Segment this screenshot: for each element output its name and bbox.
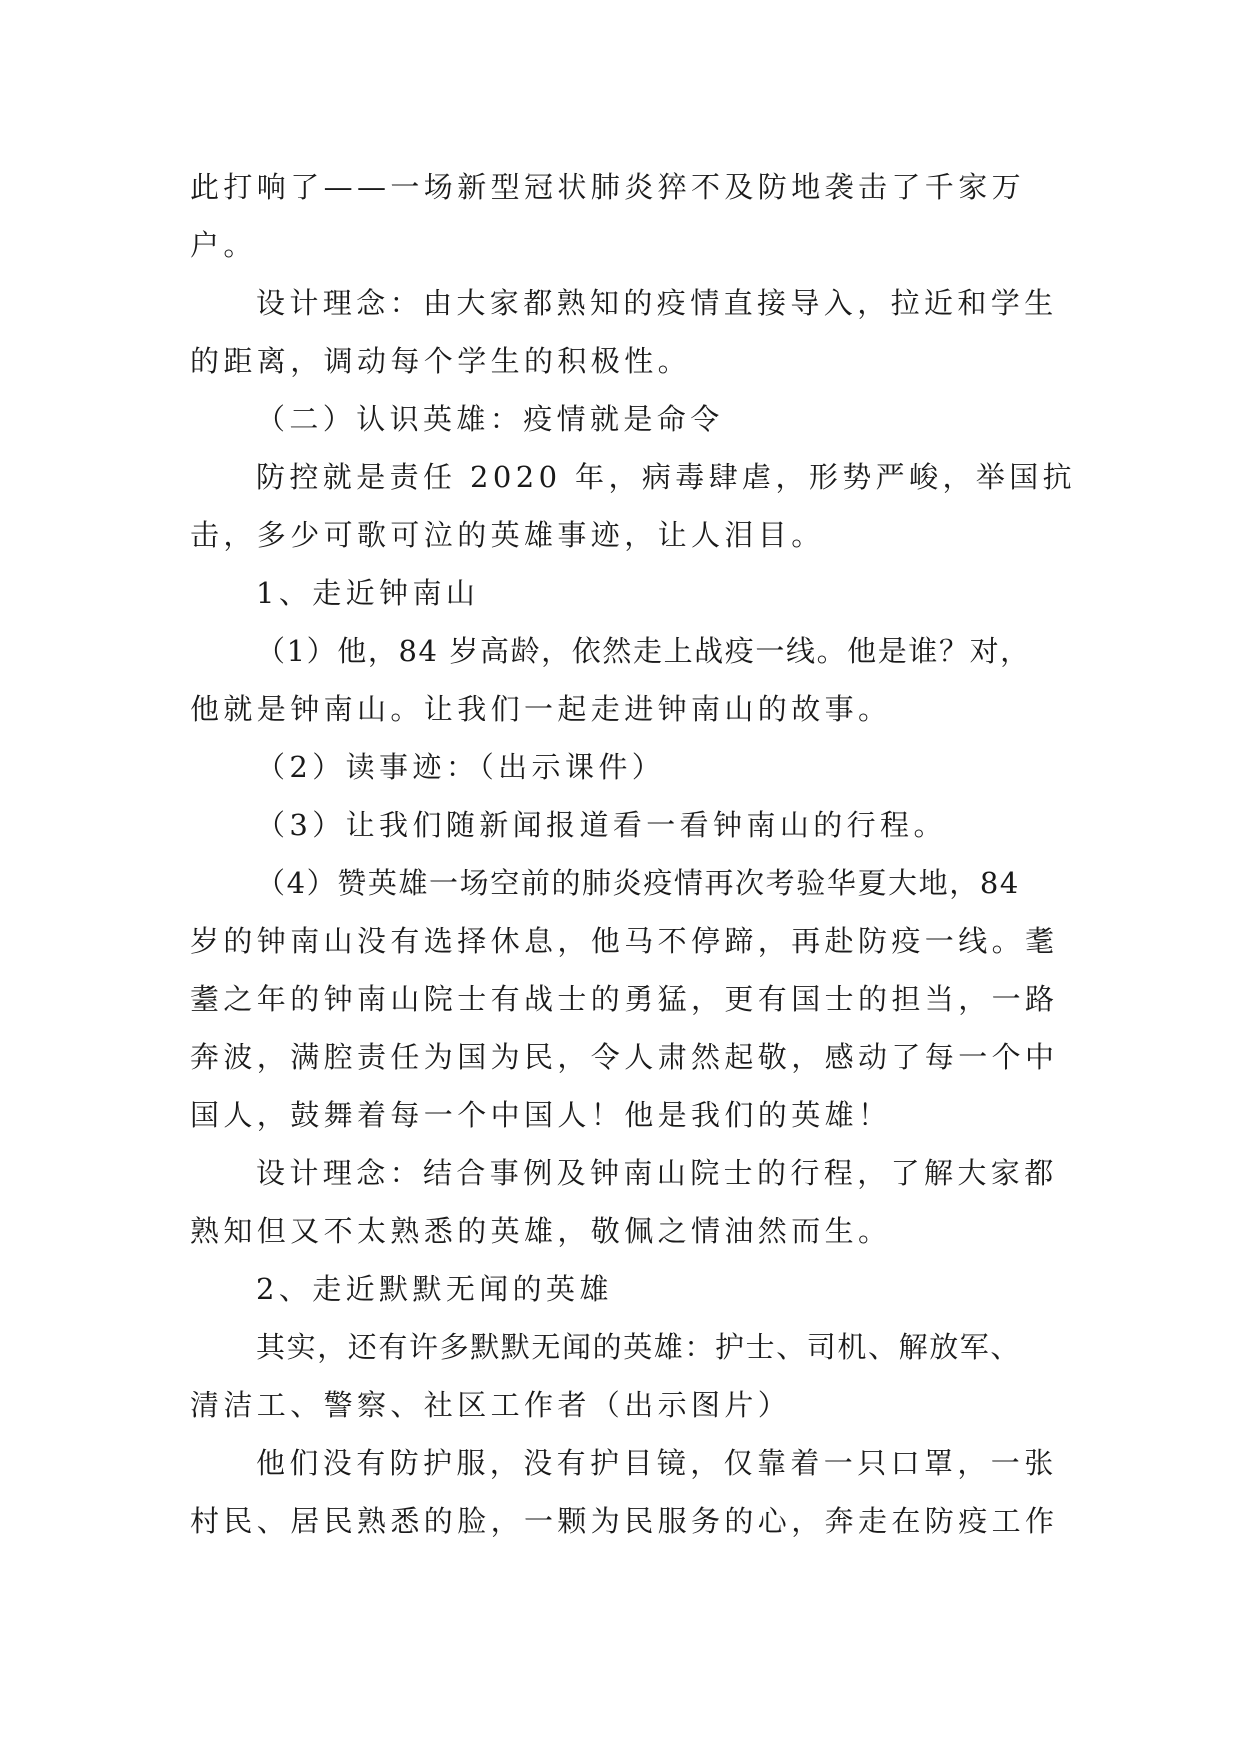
section-heading-2: （二）认识英雄：疫情就是命令 <box>256 402 724 436</box>
text-line: 他们没有防护服，没有护目镜，仅靠着一只口罩，一张 <box>256 1446 1058 1480</box>
text-line: 清洁工、警察、社区工作者（出示图片） <box>190 1388 792 1422</box>
text-line: 其实，还有许多默默无闻的英雄：护士、司机、解放军、 <box>256 1330 1022 1364</box>
text-line: 他就是钟南山。让我们一起走进钟南山的故事。 <box>190 692 892 726</box>
paragraph-design-concept-2: 设计理念：结合事例及钟南山院士的行程，了解大家都 <box>256 1156 1058 1190</box>
paragraph-design-concept-1: 设计理念：由大家都熟知的疫情直接导入，拉近和学生 <box>256 286 1058 320</box>
text-line: 耋之年的钟南山院士有战士的勇猛，更有国士的担当，一路 <box>190 982 1059 1016</box>
subheading-unsung-heroes: 2、走近默默无闻的英雄 <box>256 1272 613 1306</box>
text-line: 国人，鼓舞着每一个中国人！他是我们的英雄！ <box>190 1098 892 1132</box>
text-line: （4）赞英雄一场空前的肺炎疫情再次考验华夏大地，84 <box>256 866 1020 900</box>
subheading-zhong-nanshan: 1、走近钟南山 <box>256 576 480 610</box>
text-line: 击，多少可歌可泣的英雄事迹，让人泪目。 <box>190 518 825 552</box>
text-line: （1）他，84 岁高龄，依然走上战疫一线。他是谁？对， <box>256 634 1031 668</box>
text-line: （2）读事迹：（出示课件） <box>256 750 666 784</box>
text-line: （3）让我们随新闻报道看一看钟南山的行程。 <box>256 808 947 842</box>
text-line: 此打响了——一场新型冠状肺炎猝不及防地袭击了千家万 <box>190 170 1026 204</box>
text-line: 岁的钟南山没有选择休息，他马不停蹄，再赴防疫一线。耄 <box>190 924 1059 958</box>
document-body <box>190 158 1077 1550</box>
text-line: 的距离，调动每个学生的积极性。 <box>190 344 692 378</box>
text-line: 村民、居民熟悉的脸，一颗为民服务的心，奔走在防疫工作 <box>190 1504 1059 1538</box>
text-line: 户。 <box>190 228 257 262</box>
text-line: 奔波，满腔责任为国为民，令人肃然起敬，感动了每一个中 <box>190 1040 1059 1074</box>
text-line: 熟知但又不太熟悉的英雄，敬佩之情油然而生。 <box>190 1214 892 1248</box>
text-line: 防控就是责任 2020 年，病毒肆虐，形势严峻，举国抗 <box>256 460 1077 494</box>
